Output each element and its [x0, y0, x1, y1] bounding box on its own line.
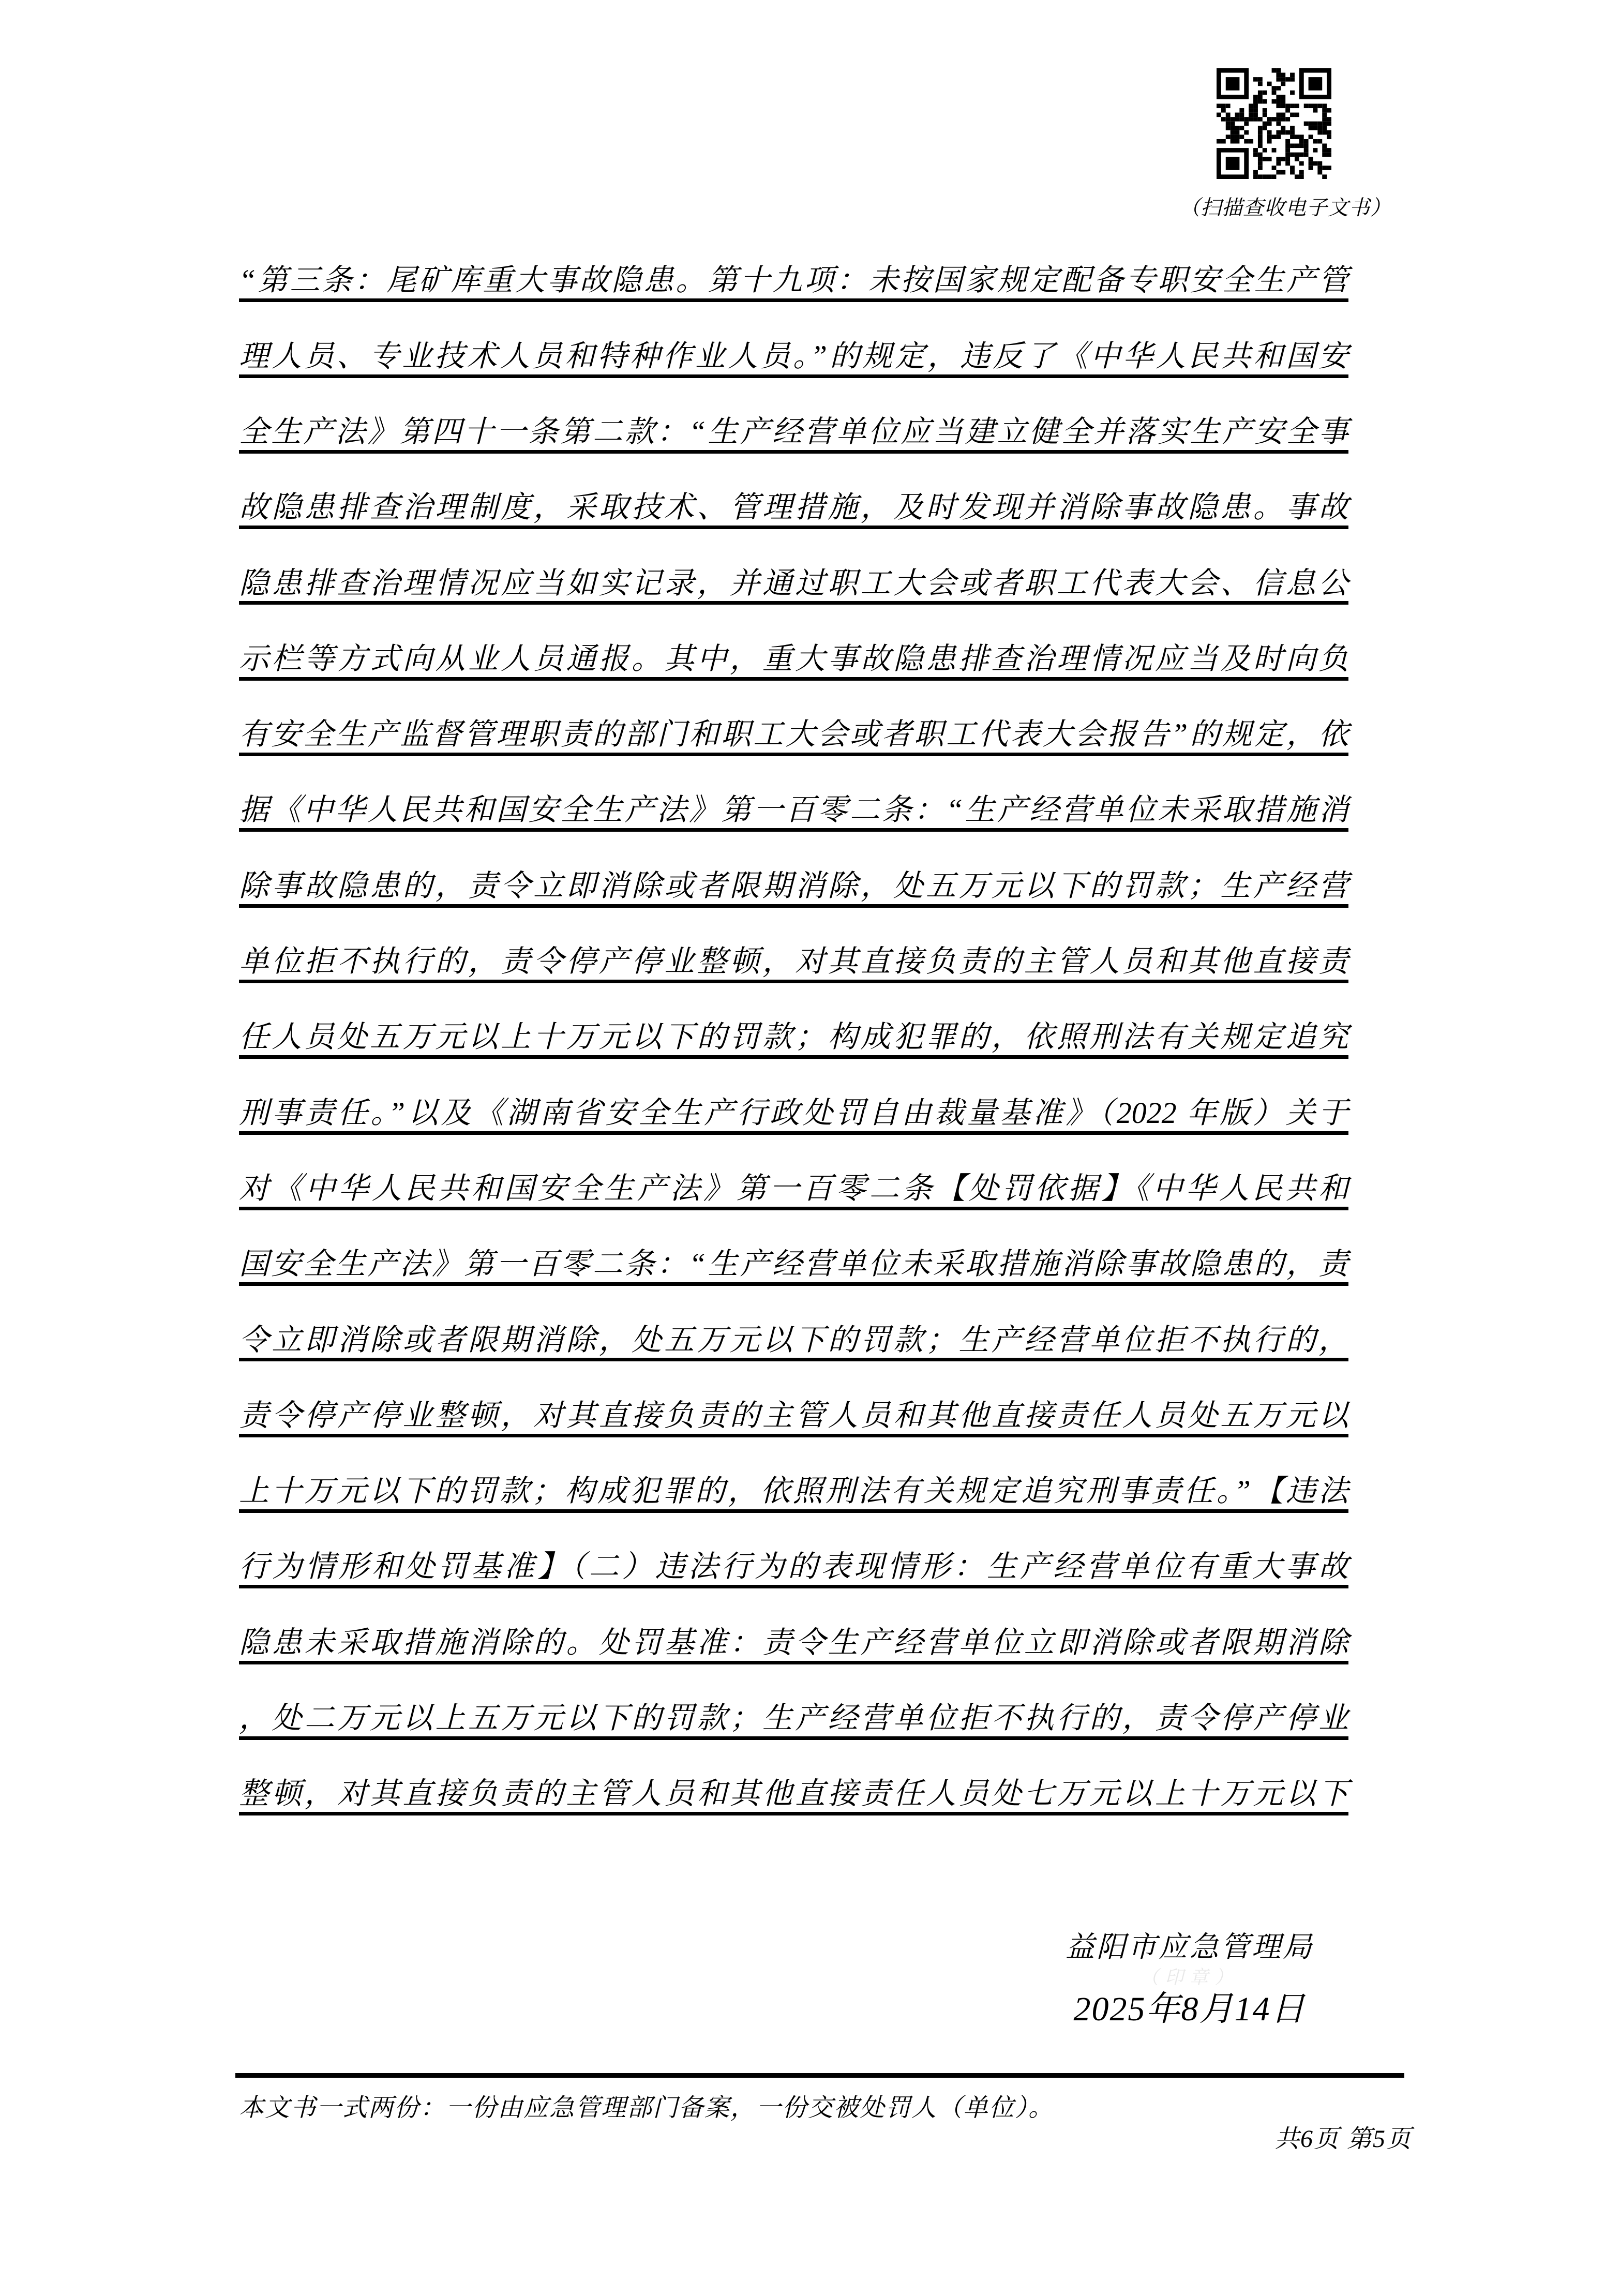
body-text-line: 上十万元以下的罚款；构成犯罪的，依照刑法有关规定追究刑事责任。”【违法	[239, 1437, 1348, 1513]
body-text-line: 据《中华人民共和国安全生产法》第一百零二条：“生产经营单位未采取措施消	[239, 756, 1348, 832]
body-text-line: 任人员处五万元以上十万元以下的罚款；构成犯罪的，依照刑法有关规定追究	[239, 983, 1348, 1059]
qr-code-icon	[1217, 68, 1331, 179]
body-text-line: 令立即消除或者限期消除，处五万元以下的罚款；生产经营单位拒不执行的，	[239, 1286, 1348, 1361]
body-text-line: 国安全生产法》第一百零二条：“生产经营单位未采取措施消除事故隐患的，责	[239, 1210, 1348, 1286]
body-text-line: 故隐患排查治理制度，采取技术、管理措施，及时发现并消除事故隐患。事故	[239, 454, 1348, 529]
body-text-line: 理人员、专业技术人员和特种作业人员。”的规定，违反了《中华人民共和国安	[239, 302, 1348, 378]
body-text-line: 示栏等方式向从业人员通报。其中，重大事故隐患排查治理情况应当及时向负	[239, 605, 1348, 680]
footer-note: 本文书一式两份：一份由应急管理部门备案，一份交被处罚人（单位）。	[239, 2094, 1055, 2122]
body-text-line: 整顿，对其直接负责的主管人员和其他直接责任人员处七万元以上十万元以下	[239, 1740, 1348, 1815]
body-text-line: 刑事责任。”以及《湖南省安全生产行政处罚自由裁量基准》（2022 年版）关于	[239, 1059, 1348, 1134]
body-text-line: 除事故隐患的，责令立即消除或者限期消除，处五万元以下的罚款；生产经营	[239, 832, 1348, 907]
body-text-line: 行为情形和处罚基准】（二）违法行为的表现情形：生产经营单位有重大事故	[239, 1513, 1348, 1588]
body-text-line: 隐患未采取措施消除的。处罚基准：责令生产经营单位立即消除或者限期消除	[239, 1588, 1348, 1664]
signature-block	[1014, 1932, 1366, 2028]
body-text-line: 全生产法》第四十一条第二款：“生产经营单位应当建立健全并落实生产安全事	[239, 378, 1348, 454]
body-text-line: “第三条：尾矿库重大事故隐患。第十九项：未按国家规定配备专职安全生产管	[239, 227, 1348, 302]
seal-placeholder: （印章）	[1139, 1967, 1239, 1988]
body-text-line: 对《中华人民共和国安全生产法》第一百零二条【处罚依据】《中华人民共和	[239, 1135, 1348, 1210]
body-text-line: 责令停产停业整顿，对其直接负责的主管人员和其他直接责任人员处五万元以	[239, 1361, 1348, 1437]
qr-caption: （扫描查收电子文书）	[1179, 196, 1391, 219]
issuing-authority: 益阳市应急管理局	[1066, 1931, 1314, 1963]
document-body-text	[239, 227, 1348, 1815]
footer-divider	[235, 2073, 1404, 2078]
body-text-line: ，处二万元以上五万元以下的罚款；生产经营单位拒不执行的，责令停产停业	[239, 1664, 1348, 1740]
page-indicator: 共6页 第5页	[1274, 2125, 1412, 2153]
body-text-line: 有安全生产监督管理职责的部门和职工大会或者职工代表大会报告”的规定，依	[239, 681, 1348, 756]
issue-date: 2025年8月14日	[1073, 1990, 1306, 2028]
body-text-line: 隐患排查治理情况应当如实记录，并通过职工大会或者职工代表大会、信息公	[239, 529, 1348, 605]
body-text-line: 单位拒不执行的，责令停产停业整顿，对其直接负责的主管人员和其他直接责	[239, 908, 1348, 983]
